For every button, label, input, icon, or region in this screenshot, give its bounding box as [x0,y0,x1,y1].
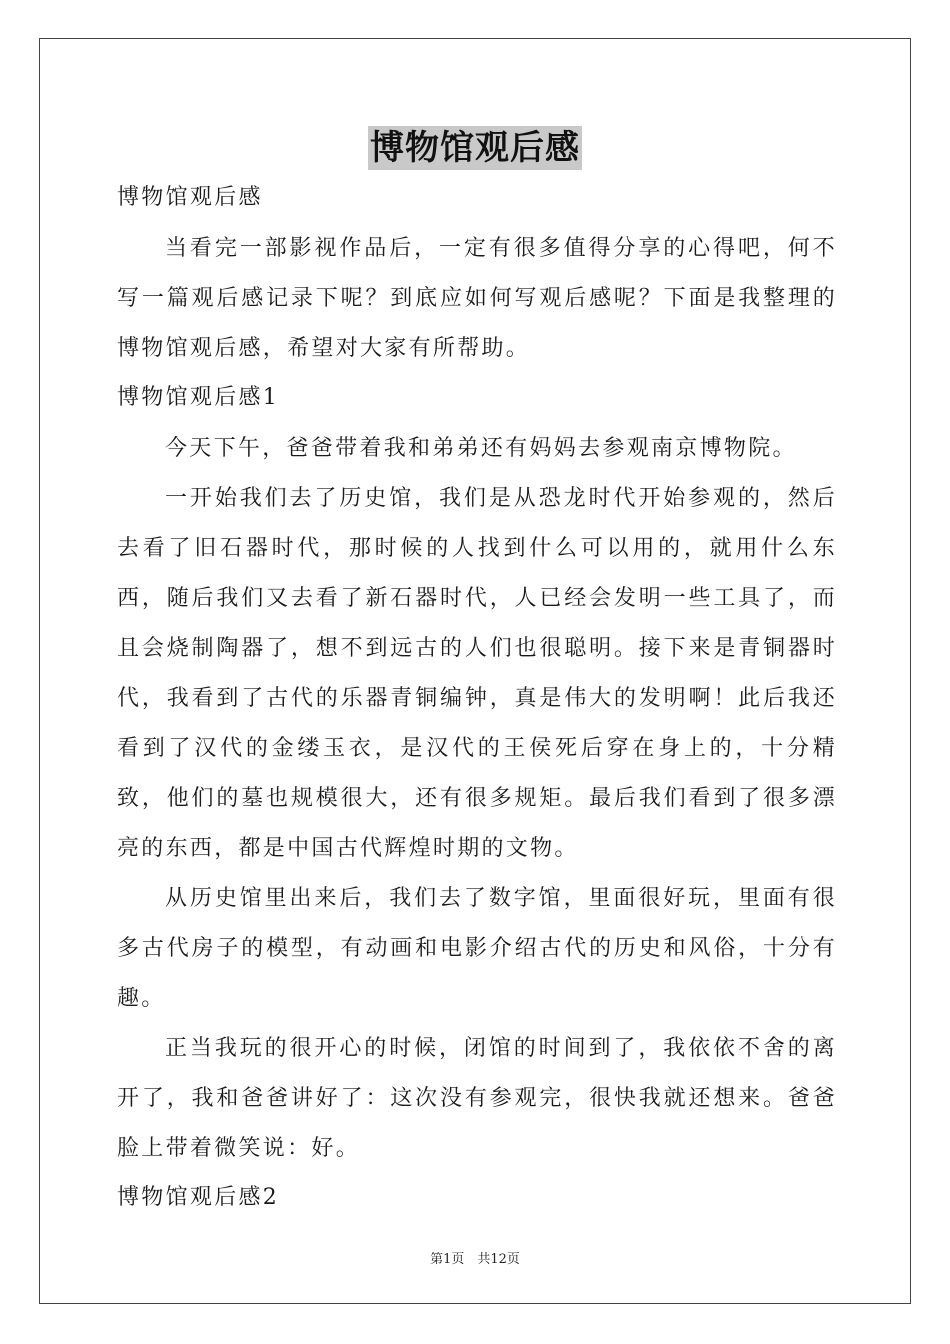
document-title [0,126,950,176]
page-number-footer: 第1页 共12页 [430,1252,520,1267]
section1-paragraph: 今天下午，爸爸带着我和弟弟还有妈妈去参观南京博物院。 [165,436,797,461]
section1-paragraph: 从历史馆里出来后，我们去了数字馆，里面很好玩，里面有很多古代房子的模型，有动画和电影介绍古代的历史和风俗，十分有趣。 [117,886,837,1011]
section1-paragraph: 正当我玩的很开心的时候，闭馆的时间到了，我依依不舍的离开了，我和爸爸讲好了：这次没有参观完，很快我就还想来。爸爸脸上带着微笑说：好。 [117,1036,837,1161]
section2-heading: 博物馆观后感2 [117,1185,280,1210]
document-body [117,174,837,1224]
intro-paragraph: 当看完一部影视作品后，一定有很多值得分享的心得吧，何不写一篇观后感记录下呢？到底应如何写观后感呢？下面是我整理的博物馆观后感，希望对大家有所帮助。 [117,236,837,361]
section1-paragraph: 一开始我们去了历史馆，我们是从恐龙时代开始参观的，然后去看了旧石器时代，那时候的人找到什么可以用的，就用什么东西，随后我们又去看了新石器时代，人已经会发明一些工具了，而且会烧制陶器了，想不到远古的人们也很聪明。接下来是青铜器时代，我看到了古代的乐器青铜编钟，真是伟大的发明啊！此后我还看到了汉代的金缕玉衣，是汉代的王侯死后穿在身上的，十分精致，他们的墓也规模很大，还有很多规矩。最后我们看到了很多漂亮的东西，都是中国古代辉煌时期的文物。 [117,486,837,861]
section1-heading: 博物馆观后感1 [117,385,280,410]
document-title-text: 博物馆观后感 [370,128,580,168]
document-subtitle: 博物馆观后感 [117,185,263,210]
